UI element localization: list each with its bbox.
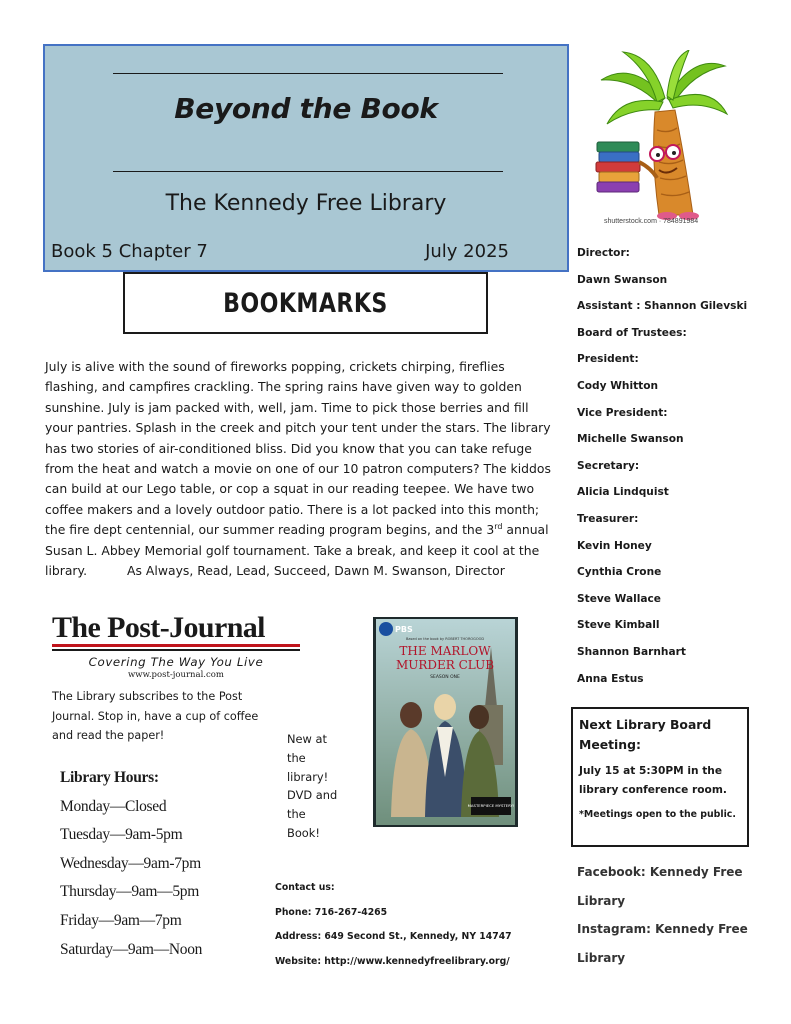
board-heading: Board of Trustees: <box>577 326 687 339</box>
facebook-link-continued[interactable]: Library <box>577 893 626 908</box>
post-journal-note: The Library subscribes to the Post Journal. Stop in, have a cup of coffee and read the paper! <box>52 690 259 742</box>
post-journal-tagline: Covering The Way You Live <box>88 655 264 669</box>
meeting-title: Next Library Board Meeting: <box>579 717 712 752</box>
article-text: the fire dept centennial, our summer reading program begins, and the 3 <box>45 522 495 538</box>
board-meeting-notice <box>571 707 749 847</box>
issue-number: Book 5 Chapter 7 <box>51 241 208 262</box>
trustee-name: Steve Kimball <box>577 619 660 632</box>
contact-phone[interactable]: Phone: 716-267-4265 <box>275 906 388 918</box>
hours-row: Friday—9am—7pm <box>60 911 182 929</box>
article-line: coffee makers and a lovely outdoor patio. There is a lot packed into this month; <box>45 501 540 517</box>
article-text: annual <box>502 522 549 538</box>
article-line: your pantries. Splash in the creek and pitch your tent under the stars. The library <box>45 420 551 436</box>
trustee-name: Shannon Barnhart <box>577 645 686 658</box>
post-journal-website: www.post-journal.com <box>128 670 224 680</box>
logo-rule-black <box>52 649 300 651</box>
dvd-cover-image <box>373 617 518 827</box>
post-journal-logo <box>52 613 300 680</box>
director-name: Dawn Swanson <box>577 273 668 286</box>
masthead-rule-middle <box>113 171 503 172</box>
directors-letter <box>45 357 551 581</box>
treasurer-name: Kevin Honey <box>577 539 652 552</box>
hours-row: Wednesday—9am-7pm <box>60 854 201 872</box>
instagram-link[interactable]: Instagram: Kennedy Free <box>577 922 748 936</box>
trustee-name: Steve Wallace <box>577 592 661 605</box>
dvd-based-on: Based on the book by ROBERT THOROGOOD <box>405 637 485 641</box>
secretary-name: Alicia Lindquist <box>577 486 669 499</box>
logo-rule-red <box>52 644 300 647</box>
trustee-name: Anna Estus <box>577 672 644 685</box>
library-hours <box>60 764 270 964</box>
masthead-rule-top <box>113 73 503 74</box>
meeting-date-time: July 15 at 5:30PM in the library conference room. <box>579 765 727 796</box>
dvd-title-line2: MURDER CLUB <box>395 658 495 672</box>
image-credit: shutterstock.com · 784891984 <box>604 218 699 225</box>
new-item-note: New at the library! DVD and the Book! <box>287 732 338 840</box>
meeting-note: *Meetings open to the public. <box>579 809 736 820</box>
facebook-link[interactable]: Facebook: Kennedy Free <box>577 865 743 879</box>
article-line <box>45 561 535 581</box>
article-text: library. <box>45 563 88 579</box>
issue-date: July 2025 <box>425 241 509 262</box>
dvd-season: SEASON ONE <box>430 675 460 680</box>
bookmarks-heading: BOOKMARKS <box>223 287 388 319</box>
president-heading: President: <box>577 353 639 366</box>
hours-heading: Library Hours: <box>60 769 159 786</box>
article-line: can build at our Lego table, or cop a squat in our reading teepee. We have two <box>45 481 535 497</box>
dvd-network: PBS <box>395 625 413 634</box>
newsletter-title: Beyond the Book <box>174 92 438 125</box>
social-media-links <box>577 858 777 972</box>
hours-row: Tuesday—9am-5pm <box>60 826 183 844</box>
palm-tree-reading-illustration <box>593 50 733 220</box>
library-name: The Kennedy Free Library <box>165 191 447 216</box>
masthead <box>43 44 569 272</box>
secretary-heading: Secretary: <box>577 459 640 472</box>
article-line: from the heat and watch a movie on one of our 10 patron computers? The kiddos <box>45 461 551 477</box>
article-line: Susan L. Abbey Memorial golf tournament. Take a break, and keep it cool at the <box>45 542 540 558</box>
instagram-link-continued[interactable]: Library <box>577 950 626 965</box>
contact-website[interactable]: Website: http://www.kennedyfreelibrary.org/ <box>275 955 510 967</box>
article-line: July is alive with the sound of fireworks popping, crickets chirping, fireflies <box>45 359 505 374</box>
article-line: has two stories of air-conditioned bliss. Did you know that you can take refuge <box>45 440 532 456</box>
vice-president-heading: Vice President: <box>577 406 668 419</box>
bookmarks-banner <box>123 272 488 334</box>
vice-president-name: Michelle Swanson <box>577 433 684 446</box>
contact-heading: Contact us: <box>275 882 335 893</box>
hours-row: Monday—Closed <box>60 797 167 815</box>
treasurer-heading: Treasurer: <box>577 512 639 525</box>
contact-info <box>275 876 565 974</box>
dvd-series-badge: MASTERPIECE MYSTERY! <box>467 803 515 808</box>
article-line <box>45 520 549 540</box>
director-heading: Director: <box>577 247 630 259</box>
assistant-name: Assistant : Shannon Gilevski <box>577 300 748 313</box>
ordinal-suffix: rd <box>494 522 503 532</box>
hours-row: Thursday—9am—5pm <box>60 883 199 901</box>
hours-row: Saturday—9am—Noon <box>60 940 203 958</box>
staff-and-board-list <box>577 240 777 692</box>
contact-address: Address: 649 Second St., Kennedy, NY 14747 <box>275 931 512 942</box>
trustee-name: Cynthia Crone <box>577 566 662 579</box>
post-journal-name: The Post-Journal <box>52 611 265 644</box>
article-line: sunshine. July is jam packed with, well, jam. Time to pick those berries and fill <box>45 399 529 415</box>
signature-line: As Always, Read, Lead, Succeed, Dawn M. Swanson, Director <box>127 563 505 579</box>
article-line: flashing, and campfires crackling. The spring rains have given way to golden <box>45 379 522 395</box>
dvd-title-line1: THE MARLOW <box>399 644 491 658</box>
president-name: Cody Whitton <box>577 379 659 392</box>
